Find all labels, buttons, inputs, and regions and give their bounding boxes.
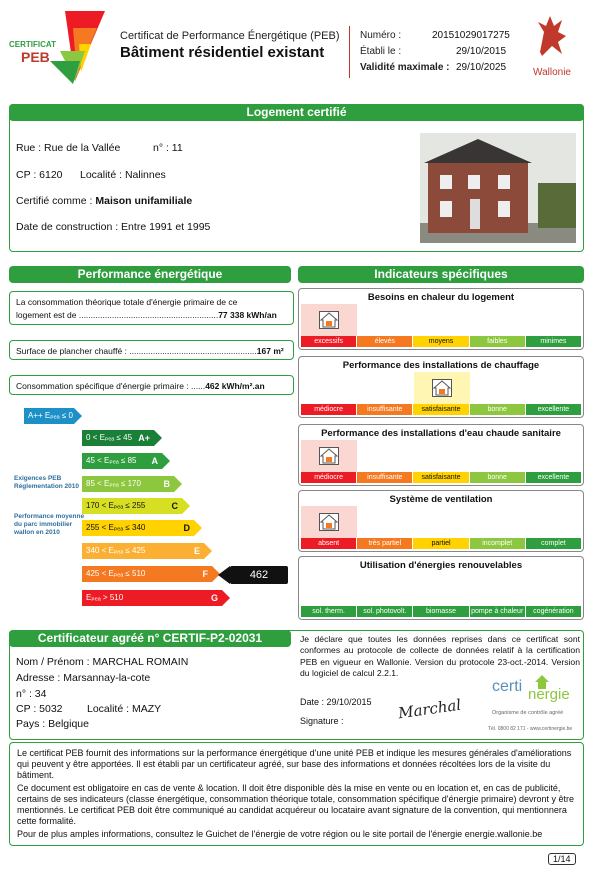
header-separator bbox=[349, 26, 350, 78]
logo-top-text: CERTIFICAT bbox=[9, 40, 56, 49]
energy-bar-letter: B bbox=[163, 479, 170, 489]
conso-value: 77 338 kWh/an bbox=[218, 310, 277, 320]
indicator-scale bbox=[301, 538, 581, 549]
footer-para2: Ce document est obligatoire en cas de vente & location. Il doit être disponible dès la mise en vente ou en location et, en cas de publicité, certains de ses indicateurs (classe énergétique, consommation théorique totale, consommation spécifique d'énergie primaire) devront y être mentionnés. Le certificat PEB doit être communiqué au candidat acquéreur ou locataire avant signature de la convention, qui mentionnera cette formalité. bbox=[17, 783, 575, 826]
indicator-title: Utilisation d'énergies renouvelables bbox=[359, 560, 523, 571]
energy-bar-letter: E bbox=[193, 546, 200, 556]
indicator-title: Système de ventilation bbox=[389, 494, 493, 505]
certif-nom: Nom / Prénom : MARCHAL ROMAIN bbox=[16, 656, 189, 668]
certif-date: Date : 29/10/2015 bbox=[300, 697, 372, 707]
indicator-scale bbox=[301, 606, 581, 617]
energy-bar-range: 425 < Eₚₑₐ ≤ 510 bbox=[86, 569, 146, 578]
exigences-label bbox=[14, 475, 79, 491]
certinergie-logo bbox=[488, 674, 578, 736]
certif-numero: n° : 34 bbox=[16, 688, 47, 700]
certif-pays: Pays : Belgique bbox=[16, 718, 89, 730]
energy-bar-letter: F bbox=[202, 569, 208, 579]
specific-box bbox=[9, 375, 294, 395]
indicator-scale-cell: sol. therm. bbox=[301, 606, 356, 617]
performance-title: Performance énergétique bbox=[9, 266, 291, 283]
surface-text: Surface de plancher chauffé : ...................................................... bbox=[16, 346, 257, 356]
energy-bar-range: 170 < Eₚₑₐ ≤ 255 bbox=[86, 501, 146, 510]
indicator-icon bbox=[319, 311, 339, 329]
energy-bar-letter: A bbox=[151, 456, 158, 466]
indicator-title: Besoins en chaleur du logement bbox=[367, 292, 515, 303]
exigences-line1: Exigences PEB bbox=[14, 475, 62, 482]
indicator-scale-cell: minimes bbox=[526, 336, 581, 347]
indicator-scale-cell: satisfaisante bbox=[413, 472, 468, 483]
certificateur-title: Certificateur agréé n° CERTIF-P2-02031 bbox=[9, 630, 291, 647]
certifie-comme bbox=[16, 195, 192, 207]
energy-bar-f bbox=[82, 566, 212, 582]
specific-text: Consommation spécifique d'énergie primaire : ...... bbox=[16, 381, 206, 391]
indicator-box bbox=[298, 490, 584, 552]
validite-value: 29/10/2025 bbox=[456, 62, 507, 73]
indicator-scale bbox=[301, 336, 581, 347]
energy-bar-arrow bbox=[194, 520, 202, 536]
indicator-scale-cell: complet bbox=[526, 538, 581, 549]
indicator-icon bbox=[319, 447, 339, 465]
indicator-scale-cell: insuffisante bbox=[357, 404, 412, 415]
energy-bar-c bbox=[82, 498, 182, 514]
certinergie-contact: Tél. 0800 82 171 - www.certinergie.be bbox=[488, 726, 573, 732]
rue-numero: n° : 11 bbox=[153, 142, 183, 154]
etabli-value: 29/10/2015 bbox=[456, 46, 507, 57]
wallonie-logo bbox=[528, 12, 576, 80]
energy-bar-arrow bbox=[182, 498, 190, 514]
indicator-scale-cell: faibles bbox=[470, 336, 525, 347]
indicator-scale-cell: moyens bbox=[413, 336, 468, 347]
localite: Localité : Nalinnes bbox=[80, 169, 166, 181]
indicator-scale-cell: insuffisante bbox=[357, 472, 412, 483]
indicator-scale-cell: partiel bbox=[413, 538, 468, 549]
surface-value: 167 m² bbox=[256, 346, 284, 356]
date-construction: Date de construction : Entre 1991 et 1995 bbox=[16, 221, 211, 233]
logo-bottom-text: PEB bbox=[21, 49, 50, 65]
surface-line bbox=[16, 346, 284, 356]
indicator-scale-cell: excellente bbox=[526, 472, 581, 483]
energy-bar-letter: A+ bbox=[138, 433, 150, 443]
indicator-scale-cell: satisfaisante bbox=[413, 404, 468, 415]
energy-bar-range: Eₚₑₐ > 510 bbox=[86, 593, 124, 602]
energy-bar-letter: D bbox=[183, 523, 190, 533]
moyenne-label bbox=[14, 513, 84, 537]
specific-line bbox=[16, 381, 265, 391]
conso-text2: logement est de ........................................................... bbox=[16, 310, 219, 320]
energy-bar-e bbox=[82, 543, 204, 559]
rooster-icon bbox=[532, 12, 572, 60]
footer-box bbox=[9, 742, 584, 846]
etabli-label: Établi le : bbox=[360, 46, 402, 57]
indicator-scale bbox=[301, 472, 581, 483]
energy-bar-arrow bbox=[162, 453, 170, 469]
house-photo bbox=[420, 133, 576, 243]
energy-bar-d bbox=[82, 520, 194, 536]
certinergie-bottom: nergie bbox=[528, 686, 570, 703]
indicator-box bbox=[298, 288, 584, 350]
indicator-scale-cell: incomplet bbox=[470, 538, 525, 549]
energy-bar-arrow bbox=[154, 430, 162, 446]
indicator-scale-cell: bonne bbox=[470, 472, 525, 483]
surface-box bbox=[9, 340, 294, 360]
energy-bar-range: 340 < Eₚₑₐ ≤ 425 bbox=[86, 546, 146, 555]
indicator-icon bbox=[319, 513, 339, 531]
indicator-title: Performance des installations de chauffage bbox=[342, 360, 540, 371]
indicator-box bbox=[298, 556, 584, 620]
energy-bar-range: 85 < Eₚₑₐ ≤ 170 bbox=[86, 479, 141, 488]
energy-bar-range: 255 < Eₚₑₐ ≤ 340 bbox=[86, 523, 146, 532]
indicator-scale-cell: sol. photovolt. bbox=[357, 606, 412, 617]
energy-bar-range: 0 < Eₚₑₐ ≤ 45 bbox=[86, 433, 133, 442]
validite-label: Validité maximale : bbox=[360, 62, 450, 73]
certinergie-sub: Organisme de contrôle agréé bbox=[492, 710, 564, 716]
numero-label: Numéro : bbox=[360, 30, 402, 41]
energy-bar-arrow bbox=[222, 590, 230, 606]
indicator-scale-cell: biomasse bbox=[413, 606, 468, 617]
energy-bar-a bbox=[82, 453, 162, 469]
certif-localite: Localité : MAZY bbox=[87, 703, 162, 715]
certinergie-top: certi bbox=[492, 678, 523, 695]
indicator-scale-cell: très partiel bbox=[357, 538, 412, 549]
energy-bar-arrow bbox=[74, 408, 82, 424]
wallonie-label: Wallonie bbox=[533, 67, 571, 78]
certif-adresse: Adresse : Marsannay-la-cote bbox=[16, 672, 151, 684]
energy-bar-letter: G bbox=[210, 593, 218, 603]
indicator-box bbox=[298, 424, 584, 486]
page-number: 1/14 bbox=[548, 853, 576, 865]
indicator-scale-cell: cogénération bbox=[526, 606, 581, 617]
indicator-scale-cell: médiocre bbox=[301, 472, 356, 483]
energy-bar-arrow bbox=[204, 543, 212, 559]
footer-para1: Le certificat PEB fournit des informations sur la performance énergétique d'une unité PEB et indique les mesures générales d'améliorations qui peuvent y être apportées. Il est établi par un certificateur agréé, sur base des informations et données récoltées lors de la visite du bâtiment. bbox=[17, 748, 572, 780]
energy-bar-g bbox=[82, 590, 222, 606]
indicateurs-title: Indicateurs spécifiques bbox=[298, 266, 584, 283]
indicator-scale-cell: médiocre bbox=[301, 404, 356, 415]
moyenne-line1: Performance moyenne bbox=[14, 513, 85, 520]
energy-bar-range: 45 < Eₚₑₐ ≤ 85 bbox=[86, 456, 137, 465]
class-marker bbox=[218, 566, 294, 584]
energy-bar-letter: C bbox=[171, 501, 178, 511]
marker-arrow bbox=[218, 566, 230, 584]
energy-bar-range: A++ Eₚₑₐ ≤ 0 bbox=[28, 411, 73, 420]
certifie-label: Certifié comme : bbox=[16, 195, 96, 207]
indicator-scale-cell: bonne bbox=[470, 404, 525, 415]
specific-value: 462 kWh/m².an bbox=[205, 381, 265, 391]
conso-text1: La consommation théorique totale d'énergie primaire de ce bbox=[16, 297, 238, 307]
signature: Marchal bbox=[397, 695, 463, 723]
code-postal: CP : 6120 bbox=[16, 169, 63, 181]
indicator-scale-cell: excellente bbox=[526, 404, 581, 415]
conso-line2 bbox=[16, 310, 277, 320]
indicator-scale bbox=[301, 404, 581, 415]
header-title-line2: Bâtiment résidentiel existant bbox=[120, 44, 325, 61]
energy-bar-a-plus bbox=[82, 430, 154, 446]
exigences-line2: Réglementation 2010 bbox=[14, 483, 80, 490]
indicator-box bbox=[298, 356, 584, 418]
indicator-scale-cell: absent bbox=[301, 538, 356, 549]
indicator-title: Performance des installations d'eau chaude sanitaire bbox=[321, 428, 561, 439]
energy-bar-b bbox=[82, 476, 174, 492]
moyenne-line3: wallon en 2010 bbox=[14, 529, 60, 536]
indicator-scale-cell: élevés bbox=[357, 336, 412, 347]
moyenne-line2: du parc immobilier bbox=[14, 521, 73, 528]
certif-cp: CP : 5032 bbox=[16, 703, 63, 715]
footer-para3: Pour de plus amples informations, consultez le Guichet de l'énergie de votre région ou le site portail de l'énergie energie.wallonie.be bbox=[17, 829, 543, 839]
indicator-scale-cell: excessifs bbox=[301, 336, 356, 347]
indicator-icon bbox=[432, 379, 452, 397]
numero-value: 20151029017275 bbox=[432, 30, 510, 41]
certifie-value: Maison unifamiliale bbox=[95, 195, 193, 207]
declaration: Je déclare que toutes les données reprises dans ce certificat sont conformes au protocole de collecte de données relatif à la certification PEB en vigueur en Wallonie. Version du protocole 23-oct.-2014. Version du logiciel de calcul 2.2.1. bbox=[300, 634, 580, 679]
header-title-line1: Certificat de Performance Énergétique (PEB) bbox=[120, 30, 340, 42]
energy-bar-arrow bbox=[174, 476, 182, 492]
conso-box bbox=[9, 291, 294, 325]
indicator-scale-cell: pompe à chaleur bbox=[471, 608, 524, 615]
signature-label: Signature : bbox=[300, 716, 344, 726]
marker-value: 462 bbox=[230, 566, 288, 584]
rue: Rue : Rue de la Vallée bbox=[16, 142, 121, 154]
energy-bar-a-plus-plus bbox=[24, 408, 74, 424]
logement-title: Logement certifié bbox=[9, 104, 584, 121]
peb-logo bbox=[5, 6, 115, 88]
